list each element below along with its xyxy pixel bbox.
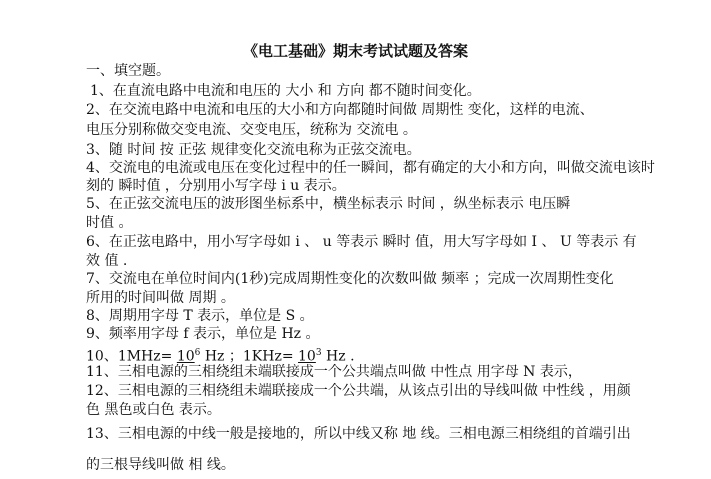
- section-heading: 一、填空题。: [86, 63, 170, 79]
- question-5-line-2: 时值 。: [86, 215, 133, 231]
- q10-answer-1: 10: [176, 348, 195, 365]
- question-7-line-2: 所用的时间叫做 周期 。: [86, 290, 235, 306]
- question-4-line-2: 刻的 瞬时值 ，分别用小写字母 i u 表示。: [86, 178, 346, 194]
- question-11: 11、三相电源的三相绕组未端联接成一个公共端点叫做 中性点 用字母 N 表示，: [86, 364, 582, 380]
- q10-exponent-2: 3: [315, 348, 322, 358]
- question-9: 9、频率用字母 f 表示，单位是 Hz 。: [86, 326, 320, 342]
- question-2-line-2: 电压分别称做交变电流、交变电压，统称为 交流电 。: [86, 122, 417, 138]
- question-6-line-2: 效 值 .: [86, 253, 128, 269]
- q10-exponent-1: 6: [194, 348, 201, 358]
- question-13-line-1: 13、三相电源的中线一般是接地的，所以中线又称 地 线。三相电源三相绕组的首端引出: [86, 426, 631, 442]
- question-12-line-2: 色 黑色或白色 表示。: [86, 402, 221, 418]
- question-4-line-1: 4、交流电的电流或电压在变化过程中的任一瞬间，都有确定的大小和方向，叫做交流电该时: [86, 160, 655, 176]
- question-12-line-1: 12、三相电源的三相绕组未端联接成一个公共端，从该点引出的导线叫做 中性线 ，用颜: [86, 383, 631, 399]
- question-5-line-1: 5、在正弦交流电压的波形图坐标系中，横坐标表示 时间 ，纵坐标表示 电压瞬: [86, 196, 571, 212]
- document-title: 《电工基础》期末考试试题及答案: [242, 42, 468, 60]
- question-6-line-1: 6、在正弦电路中，用小写字母如 i 、 u 等表示 瞬时 值，用大写字母如 I 、 U 等表示 有: [86, 234, 637, 250]
- question-8: 8、周期用字母 T 表示，单位是 S 。: [86, 308, 314, 324]
- question-7-line-1: 7、交流电在单位时间内(1秒)完成周期性变化的次数叫做 频率 ；完成一次周期性变化: [86, 271, 614, 287]
- question-1: 1、在直流电路中电流和电压的 大小 和 方向 都不随时间变化。: [90, 83, 481, 99]
- question-3: 3、随 时间 按 正弦 规律变化交流电称为正弦交流电。: [86, 142, 421, 158]
- question-13-line-2: 的三根导线叫做 相 线。: [86, 457, 235, 473]
- q10-part-a: 10、1MHz=: [86, 348, 177, 365]
- q10-answer-2: 10: [298, 348, 316, 365]
- question-2-line-1: 2、在交流电路中电流和电压的大小和方向都随时间做 周期性 变化，这样的电流、: [86, 102, 594, 118]
- q10-part-c: Hz ；1KHz=: [200, 348, 299, 365]
- q10-part-e: Hz .: [321, 348, 355, 365]
